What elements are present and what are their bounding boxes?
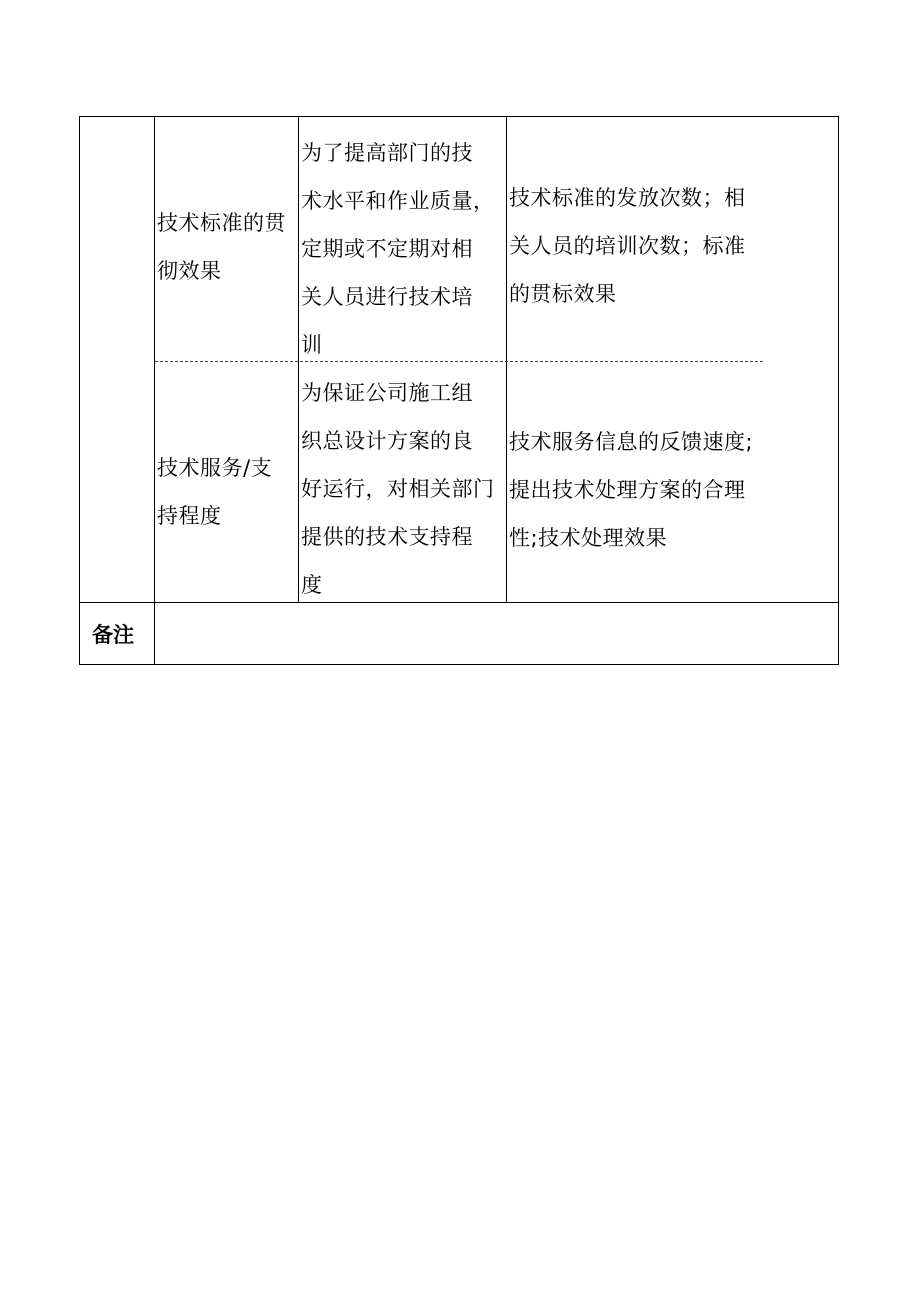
row1-purpose-line: 定期或不定期对相 — [301, 237, 473, 261]
row2-criteria — [509, 418, 753, 562]
row2-purpose-line: 为保证公司施工组 — [301, 381, 473, 405]
col-divider-1 — [154, 117, 155, 664]
row1-indicator-line: 彻效果 — [157, 259, 222, 283]
row1-indicator — [157, 199, 286, 295]
row1-criteria — [509, 174, 746, 318]
row2-purpose-line: 度 — [301, 573, 323, 597]
row1-criteria-line: 技术标准的发放次数；相 — [509, 186, 746, 210]
row2-criteria-line: 提出技术处理方案的合理 — [509, 478, 746, 502]
row1-criteria-line: 关人员的培训次数；标准 — [509, 234, 746, 258]
row2-indicator-line: 技术服务/支 — [157, 456, 273, 480]
row1-purpose-line: 术水平和作业质量， — [301, 189, 495, 213]
row1-purpose-line: 训 — [301, 333, 323, 357]
assessment-table — [79, 116, 839, 665]
row2-purpose — [301, 369, 495, 609]
row1-purpose-line: 关人员进行技术培 — [301, 285, 473, 309]
row1-purpose-line: 为了提高部门的技 — [301, 141, 473, 165]
row2-indicator-line: 持程度 — [157, 504, 222, 528]
row2-purpose-line: 织总设计方案的良 — [301, 429, 473, 453]
row2-purpose-line: 好运行，对相关部门 — [301, 477, 495, 501]
col-divider-2 — [298, 117, 299, 603]
row2-indicator — [157, 444, 272, 540]
row1-criteria-line: 的贯标效果 — [509, 282, 617, 306]
row1-indicator-line: 技术标准的贯 — [157, 211, 286, 235]
row2-criteria-line: 性;技术处理效果 — [509, 526, 668, 550]
remarks-label: 备注 — [92, 623, 134, 647]
row2-purpose-line: 提供的技术支持程 — [301, 525, 473, 549]
row2-criteria-line: 技术服务信息的反馈速度; — [509, 430, 754, 454]
col-divider-3 — [506, 117, 507, 603]
row1-purpose — [301, 129, 495, 369]
